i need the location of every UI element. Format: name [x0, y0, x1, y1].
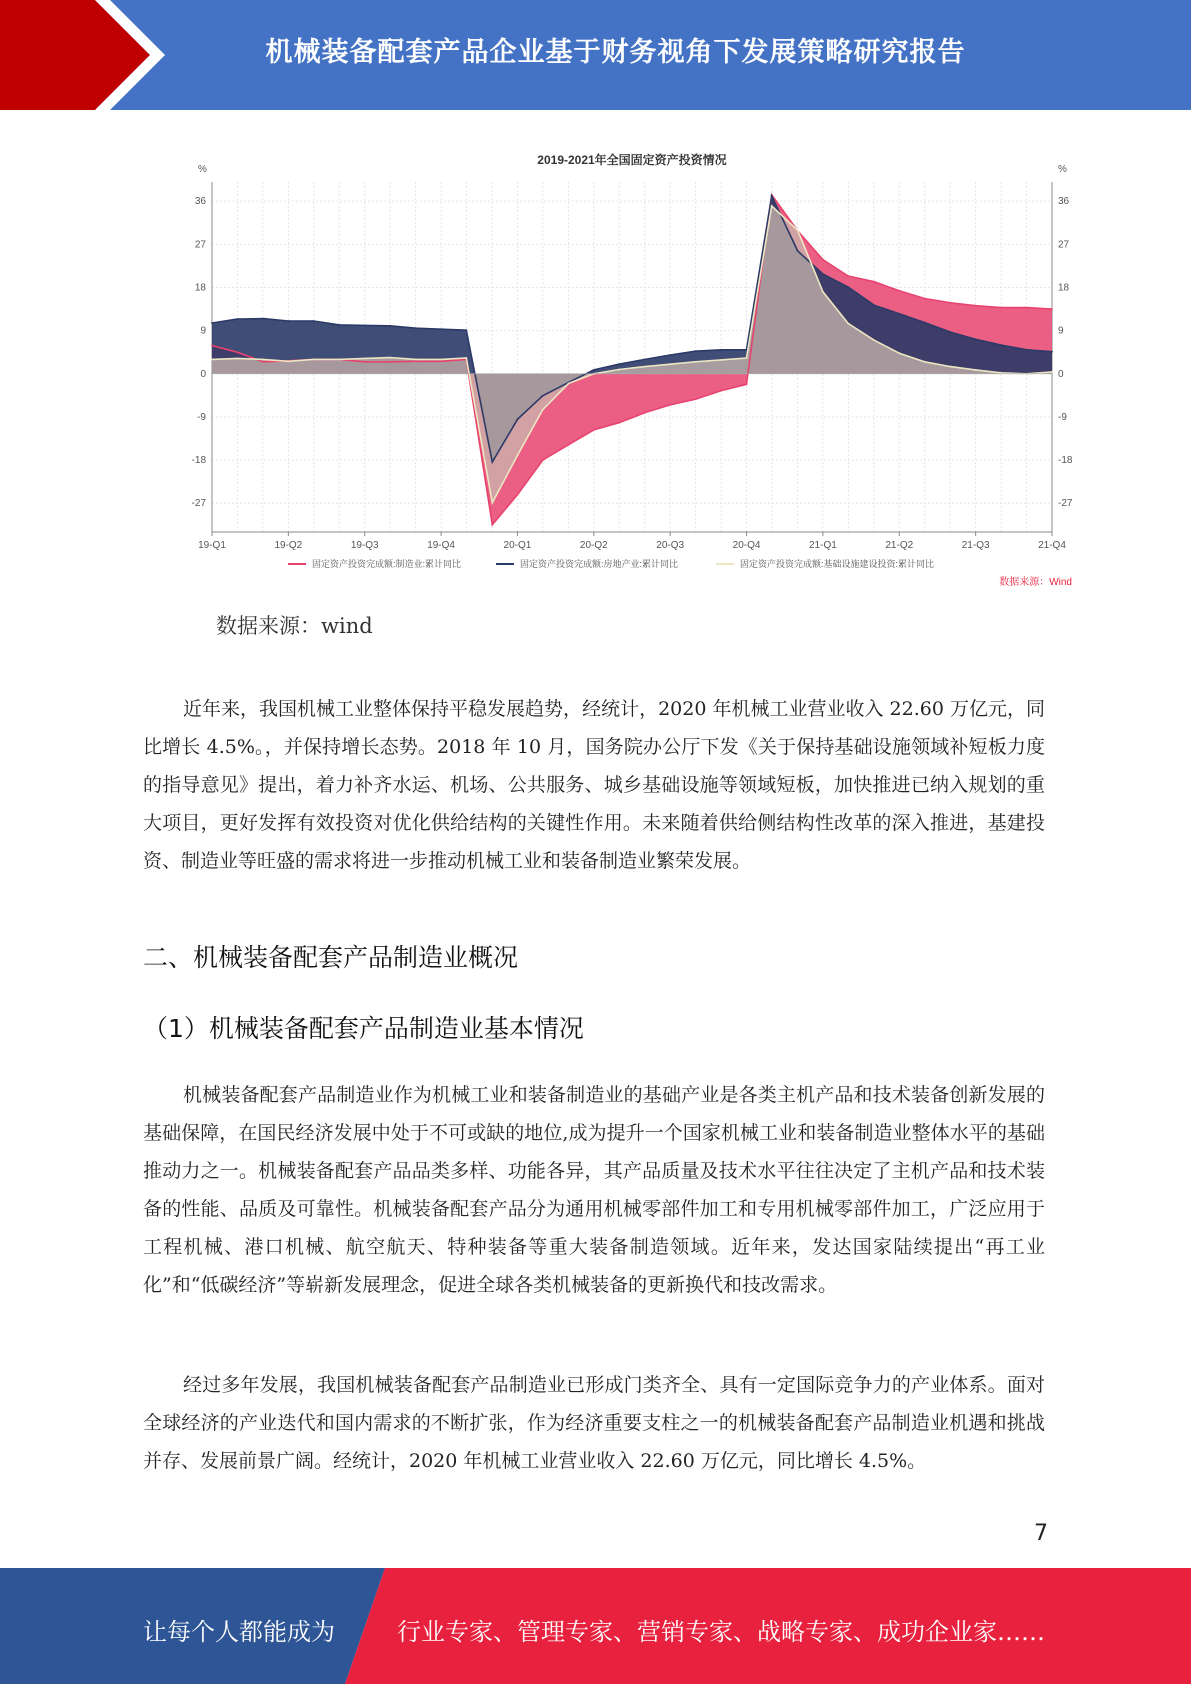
data-point-1 — [517, 418, 519, 420]
x-tick-label: 20-Q4 — [732, 540, 761, 551]
data-point-0 — [618, 422, 620, 424]
data-source-caption: 数据来源：wind — [216, 614, 373, 638]
data-point-2 — [262, 359, 264, 361]
data-point-2 — [440, 359, 442, 361]
investment-chart — [180, 140, 1080, 600]
y-tick-label-right: -27 — [1058, 498, 1073, 510]
data-point-1 — [491, 461, 493, 463]
data-point-1 — [847, 286, 849, 288]
data-point-1 — [415, 327, 417, 329]
data-point-2 — [847, 323, 849, 325]
data-point-2 — [924, 361, 926, 363]
data-point-0 — [517, 494, 519, 496]
data-point-0 — [746, 383, 748, 385]
data-point-1 — [898, 313, 900, 315]
x-tick-label: 21-Q3 — [961, 540, 990, 551]
data-point-2 — [491, 502, 493, 504]
data-point-1 — [364, 325, 366, 327]
x-tick-label: 21-Q1 — [809, 540, 837, 551]
report-title: 机械装备配套产品企业基于财务视角下发展策略研究报告 — [265, 37, 966, 68]
data-point-1 — [593, 369, 595, 371]
data-point-0 — [695, 398, 697, 400]
y-tick-label-left: -9 — [197, 411, 206, 423]
data-point-1 — [1026, 349, 1028, 351]
data-point-2 — [644, 366, 646, 368]
footer-slogan-right: 行业专家、管理专家、营销专家、战略专家、成功企业家…… — [397, 1618, 1045, 1646]
data-point-2 — [389, 357, 391, 359]
data-point-1 — [236, 318, 238, 320]
data-point-2 — [313, 359, 315, 361]
y-tick-label-left: -27 — [191, 498, 206, 510]
paragraph-1: 近年来，我国机械工业整体保持平稳发展趋势，经统计，2020 年机械工业营业收入 22.60 万亿元，同比增长 4.5%。，并保持增长态势。2018 年 10 月，国务院办公厅下发《关于保持基础设施领域补短板力度的指导意见》提出，着力补齐水运、机场、公共服务、城乡基础设施等领域短板，加快推进已纳入规划的重大项目，更好发挥有效投资对优化供给结构的关键性作用。未来随着供给侧结构性改革的深入推进，基建投资、制造业等旺盛的需求将进一步推动机械工业和装备制造业繁荣发展。 — [143, 698, 1045, 872]
data-point-1 — [262, 318, 264, 320]
legend-label-0: 固定资产投资完成额:制造业:累计同比 — [312, 559, 462, 569]
data-point-2 — [211, 359, 213, 361]
data-point-2 — [618, 369, 620, 371]
data-point-0 — [898, 290, 900, 292]
data-point-1 — [797, 250, 799, 252]
y-axis-unit-right: % — [1058, 164, 1067, 175]
y-axis-unit-left: % — [198, 164, 207, 175]
y-tick-label-left: 0 — [200, 368, 206, 380]
data-point-2 — [288, 360, 290, 362]
legend-label-2: 固定资产投资完成额:基础设施建设投资:累计同比 — [740, 559, 935, 569]
legend-label-1: 固定资产投资完成额:房地产业:累计同比 — [520, 559, 679, 569]
data-point-0 — [389, 361, 391, 363]
data-point-0 — [975, 305, 977, 307]
data-point-2 — [746, 357, 748, 359]
data-point-1 — [211, 322, 213, 324]
data-point-0 — [415, 360, 417, 362]
series-area-1 — [212, 196, 1052, 462]
data-point-2 — [720, 359, 722, 361]
data-point-1 — [1000, 344, 1002, 346]
data-point-0 — [491, 524, 493, 526]
data-point-1 — [313, 320, 315, 322]
chart-source-note: 数据来源：Wind — [999, 577, 1072, 588]
data-point-1 — [465, 329, 467, 331]
data-point-2 — [695, 361, 697, 363]
data-point-0 — [440, 360, 442, 362]
data-point-2 — [415, 359, 417, 361]
data-point-1 — [975, 338, 977, 340]
x-tick-label: 21-Q2 — [885, 540, 914, 551]
data-point-2 — [465, 357, 467, 359]
data-point-2 — [950, 366, 952, 368]
data-point-1 — [720, 349, 722, 351]
y-tick-label-right: 36 — [1058, 196, 1070, 208]
section-heading: 二、机械装备配套产品制造业概况 — [143, 943, 519, 972]
data-point-0 — [568, 444, 570, 446]
y-tick-label-left: -18 — [191, 455, 206, 467]
data-point-0 — [924, 298, 926, 300]
data-point-0 — [1000, 307, 1002, 309]
page-header — [0, 0, 1191, 110]
y-tick-label-right: 27 — [1058, 239, 1070, 251]
chart-svg — [180, 140, 1080, 600]
data-point-1 — [440, 328, 442, 330]
data-point-0 — [669, 404, 671, 406]
data-point-0 — [822, 259, 824, 261]
x-tick-label: 20-Q1 — [503, 540, 532, 551]
data-point-0 — [211, 345, 213, 347]
data-point-2 — [1051, 371, 1053, 373]
y-tick-label-right: 9 — [1058, 325, 1064, 337]
x-tick-label: 21-Q4 — [1038, 540, 1066, 551]
data-point-2 — [975, 369, 977, 371]
data-point-1 — [644, 359, 646, 361]
x-tick-label: 19-Q1 — [198, 540, 226, 551]
y-tick-label-right: -18 — [1058, 455, 1073, 467]
data-point-0 — [720, 390, 722, 392]
data-point-1 — [771, 195, 773, 197]
paragraph-2: 机械装备配套产品制造业作为机械工业和装备制造业的基础产业是各类主机产品和技术装备创新发展的基础保障，在国民经济发展中处于不可或缺的地位,成为提升一个国家机械工业和装备制造业整体水平的基础推动力之一。机械装备配套产品品类多样、功能各异，其产品质量及技术水平往往决定了主机产品和技术装备的性能、品质及可靠性。机械装备配套产品分为通用机械零部件加工和专用机械零部件加工，广泛应用于工程机械、港口机械、航空航天、特种装备等重大装备制造领域。近年来，发达国家陆续提出“再工业化”和“低碳经济”等崭新发展理念，促进全球各类机械装备的更新换代和技改需求。 — [143, 1084, 1045, 1296]
data-point-0 — [542, 459, 544, 461]
data-point-2 — [797, 230, 799, 232]
footer-slogan-left: 让每个人都能成为 — [143, 1618, 335, 1646]
data-point-0 — [364, 361, 366, 363]
data-point-0 — [847, 275, 849, 277]
data-point-0 — [593, 429, 595, 431]
data-point-1 — [873, 304, 875, 306]
data-point-1 — [618, 363, 620, 365]
data-point-2 — [771, 205, 773, 207]
data-point-1 — [542, 395, 544, 397]
data-point-2 — [236, 358, 238, 360]
x-tick-label: 19-Q2 — [274, 540, 303, 551]
data-point-1 — [822, 273, 824, 275]
y-tick-label-right: -9 — [1058, 411, 1067, 423]
data-point-0 — [644, 412, 646, 414]
data-point-0 — [1051, 308, 1053, 310]
paragraph-3: 经过多年发展，我国机械装备配套产品制造业已形成门类齐全、具有一定国际竞争力的产业体系。面对全球经济的产业迭代和国内需求的不断扩张，作为经济重要支柱之一的机械装备配套产品制造业机遇和挑战并存、发展前景广阔。经统计，2020 年机械工业营业收入 22.60 万亿元，同比增长 4.5%。 — [143, 1374, 1045, 1472]
y-tick-label-left: 18 — [194, 282, 206, 294]
y-tick-label-right: 18 — [1058, 282, 1070, 294]
data-point-1 — [288, 320, 290, 322]
page-footer — [0, 1568, 1191, 1684]
data-point-2 — [669, 363, 671, 365]
page-number: 7 — [1034, 1521, 1048, 1546]
x-tick-label: 19-Q3 — [350, 540, 379, 551]
data-point-0 — [950, 302, 952, 304]
y-tick-label-left: 36 — [194, 196, 206, 208]
data-point-2 — [822, 291, 824, 293]
y-tick-label-right: 0 — [1058, 368, 1064, 380]
x-tick-label: 20-Q3 — [656, 540, 685, 551]
data-point-2 — [873, 339, 875, 341]
x-tick-label: 20-Q2 — [579, 540, 608, 551]
data-point-2 — [517, 454, 519, 456]
data-point-1 — [950, 331, 952, 333]
data-point-0 — [1026, 307, 1028, 309]
data-point-1 — [669, 354, 671, 356]
data-point-2 — [364, 358, 366, 360]
data-point-2 — [568, 383, 570, 385]
y-tick-label-left: 9 — [200, 325, 206, 337]
data-point-1 — [1051, 351, 1053, 353]
data-point-2 — [339, 359, 341, 361]
data-point-0 — [262, 361, 264, 363]
y-tick-label-left: 27 — [194, 239, 206, 251]
chart-title: 2019-2021年全国固定资产投资情况 — [537, 153, 727, 167]
data-point-2 — [542, 409, 544, 411]
data-point-2 — [898, 352, 900, 354]
data-point-0 — [873, 281, 875, 283]
x-tick-label: 19-Q4 — [427, 540, 455, 551]
data-point-0 — [236, 351, 238, 353]
data-point-1 — [389, 325, 391, 327]
data-point-1 — [924, 322, 926, 324]
subsection-heading: （1）机械装备配套产品制造业基本情况 — [143, 1014, 584, 1043]
data-point-1 — [695, 350, 697, 352]
data-point-1 — [339, 324, 341, 326]
